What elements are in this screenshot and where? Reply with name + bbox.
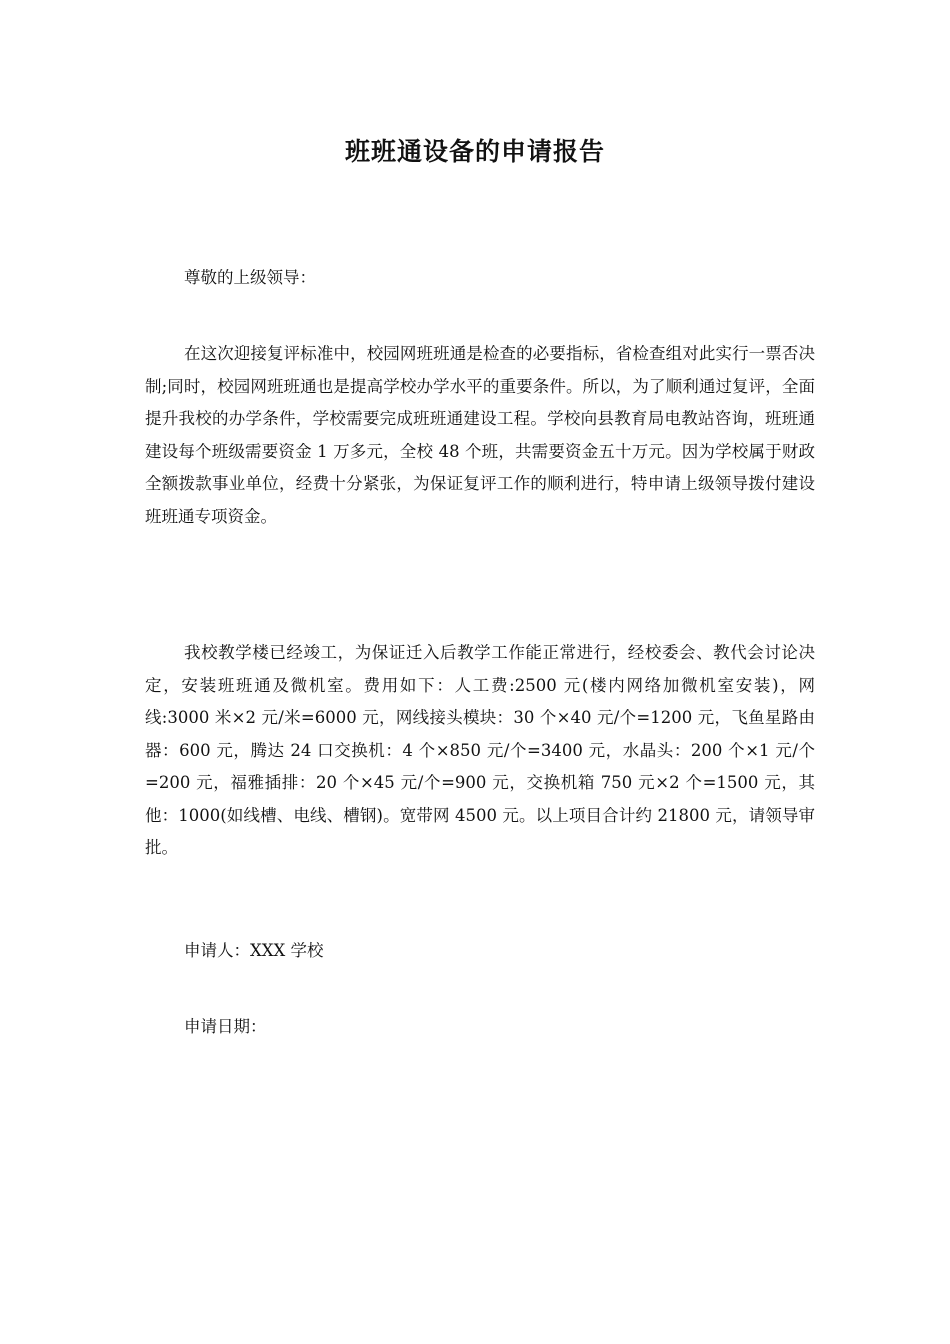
application-date-line: 申请日期： xyxy=(184,1017,267,1036)
body-paragraph-1: 在这次迎接复评标准中，校园网班班通是检查的必要指标，省检查组对此实行一票否决制;同时，校园网班班通也是提高学校办学水平的重要条件。所以，为了顺利通过复评，全面提升我校的办学条件，学校需要完成班班通建设工程。学校向县教育局电教站咨询，班班通建设每个班级需要资金 1 万多元，全校 48 个班，共需要资金五十万元。因为学校属于财政全额拨款事业单位，经费十分紧张，为保证复评工作的顺利进行，特申请上级领导拨付建设班班通专项资金。 xyxy=(145,344,815,526)
salutation: 尊敬的上级领导： xyxy=(184,268,316,287)
document-title: 班班通设备的申请报告 xyxy=(344,137,605,166)
applicant-line: 申请人：XXX 学校 xyxy=(184,941,324,960)
body-paragraph-2: 我校教学楼已经竣工，为保证迁入后教学工作能正常进行，经校委会、教代会讨论决定，安装班班通及微机室。费用如下：人工费:2500 元(楼内网络加微机室安装)，网线:3000 米×2 元/米=6000 元，网线接头模块：30 个×40 元/个=1200 元，飞鱼星路由器：600 元，腾达 24 口交换机：4 个×850 元/个=3400 元，水晶头：200 个×1 元/个=200 元，福雅插排：20 个×45 元/个=900 元，交换机箱 750 元×2 个=1500 元，其他：1000(如线槽、电线、槽钢)。宽带网 4500 元。以上项目合计约 21800 元，请领导审批。 xyxy=(145,643,815,857)
